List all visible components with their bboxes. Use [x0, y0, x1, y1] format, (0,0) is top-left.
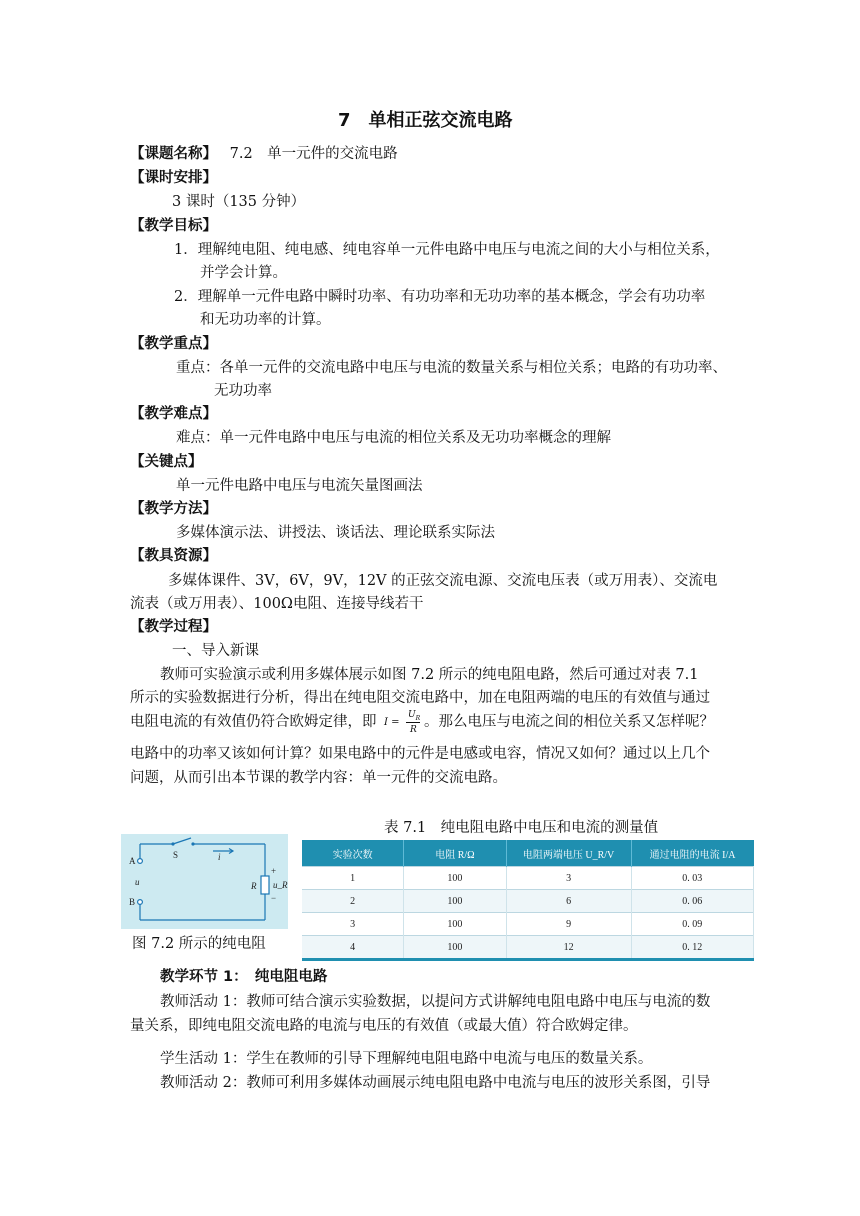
label-ur: u_R	[273, 880, 288, 890]
table-cell: 0. 09	[631, 913, 753, 936]
label-plus: +	[271, 866, 277, 876]
methods-value: 多媒体演示法、讲授法、谈话法、理论联系实际法	[176, 525, 495, 541]
table-header-cell: 电阻 R/Ω	[404, 840, 506, 867]
intro-line-1: 教师可实验演示或利用多媒体展示如图 7.2 所示的纯电阻电路，然后可通过对表 7.1	[160, 667, 699, 683]
table-row	[302, 867, 754, 890]
table-cell: 100	[404, 936, 506, 960]
crux-value: 单一元件电路中电压与电流矢量图画法	[176, 478, 423, 494]
table-cell: 3	[302, 913, 404, 936]
schedule-value: 3 课时（135 分钟）	[172, 194, 306, 210]
table-cell: 4	[302, 936, 404, 960]
figure-caption: 图 7.2 所示的纯电阻	[132, 936, 266, 952]
table-cell: 0. 03	[631, 867, 753, 890]
intro-line-2: 所示的实验数据进行分析，得出在纯电阻交流电路中，加在电阻两端的电压的有效值与通过	[130, 690, 710, 706]
teacher-activity-1-line-2: 量关系，即纯电阻交流电路的电流与电压的有效值（或最大值）符合欧姆定律。	[130, 1018, 638, 1034]
difficulties-value: 难点：单一元件电路中电压与电流的相位关系及无功功率概念的理解	[176, 430, 611, 446]
table-cell: 0. 06	[631, 890, 753, 913]
course-name-label: 【课题名称】	[130, 146, 217, 162]
key-points-line-2: 无功功率	[214, 383, 272, 399]
page-title: 7 单相正弦交流电路	[338, 110, 513, 131]
table-cell: 1	[302, 867, 404, 890]
label-i: i	[218, 852, 221, 862]
label-u: u	[135, 877, 140, 887]
intro-line-4: 电路中的功率又该如何计算？如果电路中的元件是电感或电容，情况又如何？通过以上几个	[130, 746, 710, 762]
teacher-activity-1-line-1: 教师活动 1：教师可结合演示实验数据，以提问方式讲解纯电阻电路中电压与电流的数	[160, 994, 711, 1010]
resources-line-2: 流表（或万用表）、100Ω电阻、连接导线若干	[130, 596, 424, 612]
crux-label: 【关键点】	[130, 454, 203, 470]
measurement-table	[302, 840, 754, 961]
label-r: R	[251, 881, 257, 891]
resistor	[261, 876, 269, 894]
teacher-activity-2-line-1: 教师活动 2：教师可利用多媒体动画展示纯电阻电路中电流与电压的波形关系图，引导	[160, 1075, 711, 1091]
formula-lhs: I =	[384, 717, 400, 728]
table-cell: 0. 12	[631, 936, 753, 960]
table-header-cell: 电阻两端电压 U_R/V	[506, 840, 631, 867]
terminal-b	[138, 900, 143, 905]
step-1-heading: 教学环节 1： 纯电阻电路	[160, 969, 328, 985]
key-points-label: 【教学重点】	[130, 336, 217, 352]
student-activity-1: 学生活动 1：学生在教师的引导下理解纯电阻电路中电流与电压的数量关系。	[160, 1051, 653, 1067]
label-a: A	[129, 856, 136, 866]
intro-line-3a: 电阻电流的有效值仍符合欧姆定律，即	[130, 714, 377, 730]
table-header-cell: 实验次数	[302, 840, 404, 867]
intro-line-3b: 。那么电压与电流之间的相位关系又怎样呢？	[424, 714, 714, 730]
intro-heading: 一、导入新课	[172, 643, 259, 659]
circuit-schematic	[121, 834, 288, 929]
objective-1-line-2: 并学会计算。	[200, 265, 287, 281]
objective-1-line-1: 1．理解纯电阻、纯电感、纯电容单一元件电路中电压与电流之间的大小与相位关系，	[174, 242, 720, 258]
formula-numerator: $U_R$	[408, 710, 421, 722]
table-cell: 9	[506, 913, 631, 936]
label-b: B	[129, 897, 136, 907]
key-points-line-1: 重点：各单一元件的交流电路中电压与电流的数量关系与相位关系；电路的有功功率、	[176, 360, 727, 376]
objectives-label: 【教学目标】	[130, 218, 217, 234]
table-cell: 12	[506, 936, 631, 960]
table-cell: 2	[302, 890, 404, 913]
table-row	[302, 913, 754, 936]
table-cell: 100	[404, 890, 506, 913]
objective-2-line-1: 2．理解单一元件电路中瞬时功率、有功功率和无功功率的基本概念，学会有功功率	[174, 289, 706, 305]
table-cell: 3	[506, 867, 631, 890]
formula-denominator: R	[410, 725, 417, 735]
process-label: 【教学过程】	[130, 619, 217, 635]
objective-2-line-2: 和无功功率的计算。	[200, 312, 331, 328]
table-cell: 100	[404, 867, 506, 890]
difficulties-label: 【教学难点】	[130, 406, 217, 422]
formula-fraction-bar	[406, 722, 420, 723]
table-header-row	[302, 840, 754, 867]
resources-line-1: 多媒体课件、3V，6V，9V，12V 的正弦交流电源、交流电压表（或万用表）、交流电	[168, 573, 718, 589]
label-minus: −	[271, 893, 277, 903]
schedule-label: 【课时安排】	[130, 170, 217, 186]
circuit-diagram	[121, 834, 288, 929]
course-name-row	[130, 144, 398, 164]
switch-contact-left	[171, 842, 174, 845]
methods-label: 【教学方法】	[130, 501, 217, 517]
table-row	[302, 936, 754, 960]
table-cell: 100	[404, 913, 506, 936]
switch-contact-right	[191, 842, 194, 845]
label-s: S	[173, 850, 179, 860]
table-row	[302, 890, 754, 913]
table-cell: 6	[506, 890, 631, 913]
course-name-value: 7.2 单一元件的交流电路	[229, 146, 398, 162]
table-caption: 表 7.1 纯电阻电路中电压和电流的测量值	[384, 820, 659, 836]
terminal-a	[138, 859, 143, 864]
resources-label: 【教具资源】	[130, 548, 217, 564]
table-header-cell: 通过电阻的电流 I/A	[631, 840, 753, 867]
intro-line-5: 问题，从而引出本节课的教学内容：单一元件的交流电路。	[130, 770, 507, 786]
